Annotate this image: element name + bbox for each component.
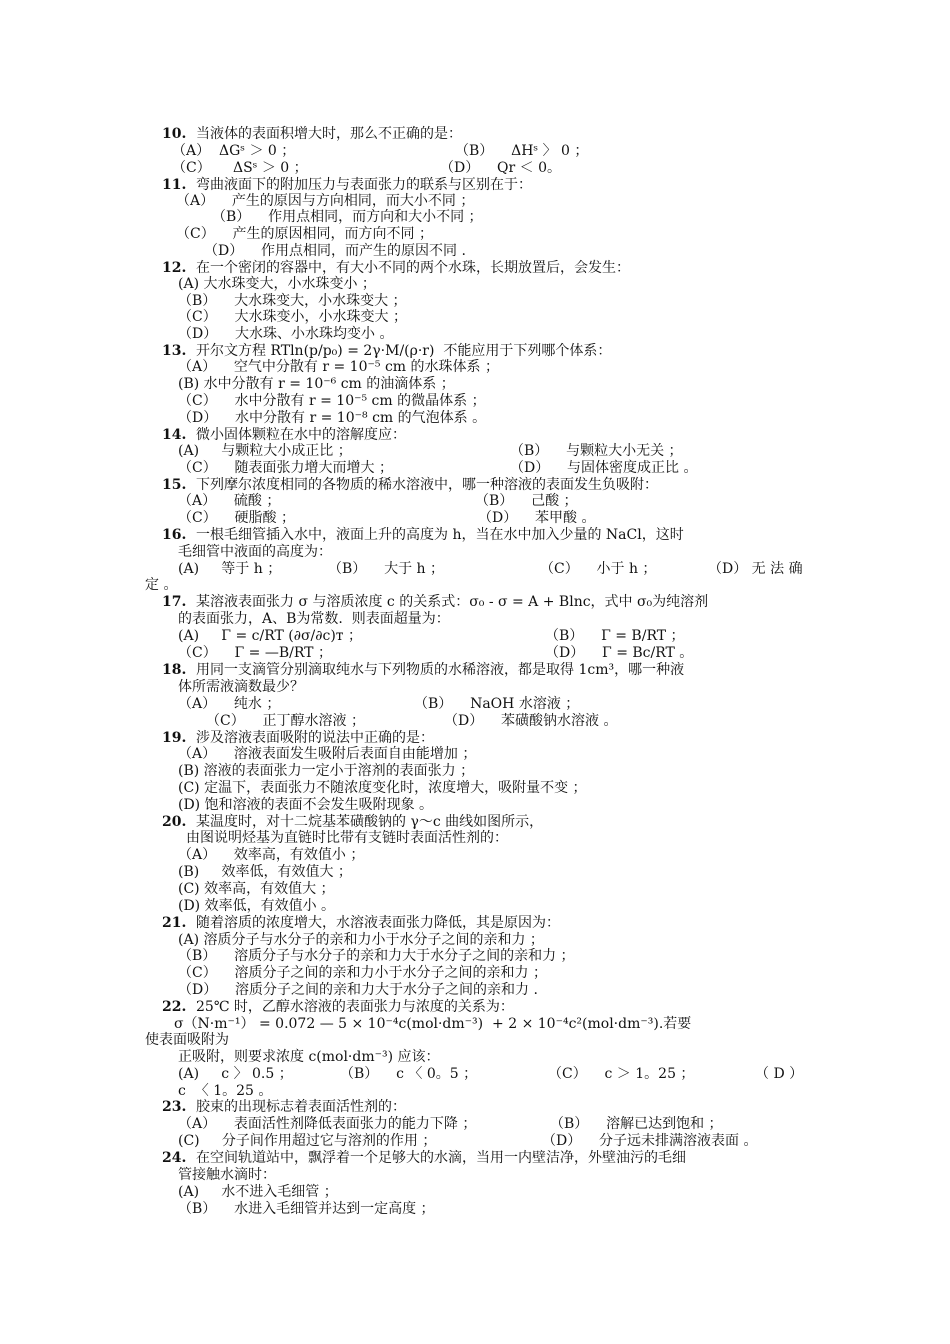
question-22-number: 22. bbox=[162, 999, 187, 1015]
question-20-stem: 某温度时，对十二烷基苯磺酸钠的 γ～c 曲线如图所示， bbox=[196, 814, 544, 830]
question-10-number: 10. bbox=[162, 126, 187, 142]
question-23-option-a: （A） 表面活性剂降低表面张力的能力下降 ； bbox=[178, 1116, 477, 1132]
question-13-option-b: (B) 水中分散有 r = 10⁻⁶ cm 的油滴体系 ； bbox=[178, 376, 455, 392]
question-16-number: 16. bbox=[162, 527, 187, 543]
question-16-stem-continued: 毛细管中液面的高度为： bbox=[178, 544, 332, 560]
question-16-option-b: （B） 大于 h ； bbox=[328, 561, 445, 577]
question-23-option-b: （B） 溶解已达到饱和 ； bbox=[550, 1116, 723, 1132]
question-22-option-b: （B） c 〈 0。5 ； bbox=[340, 1066, 478, 1082]
question-23-option-d: （D） 分子远未排满溶液表面 。 bbox=[542, 1133, 758, 1149]
question-15-stem: 下列摩尔浓度相同的各物质的稀水溶液中，哪一种溶液的表面发生负吸附： bbox=[196, 477, 658, 493]
question-14-option-d: （D） 与固体密度成正比 。 bbox=[510, 460, 698, 476]
question-23-number: 23. bbox=[162, 1099, 187, 1115]
question-21-option-b: （B） 溶质分子与水分子的亲和力大于水分子之间的亲和力 ； bbox=[178, 948, 575, 964]
question-18-stem: 用同一支滴管分别滴取纯水与下列物质的水稀溶液，都是取得 1cm³，哪一种液 bbox=[196, 662, 685, 678]
question-15-option-d: （D） 苯甲酸 。 bbox=[478, 510, 596, 526]
question-17-stem: 某溶液表面张力 σ 与溶质浓度 c 的关系式：σ₀ - σ = A + Blnc，式中 σ₀为纯溶剂 bbox=[196, 594, 709, 610]
question-15-option-b: （B） 己酸 ； bbox=[475, 493, 578, 509]
question-12-option-c: （C） 大水珠变小，小水珠变大 ； bbox=[178, 309, 407, 325]
question-14-option-c: （C） 随表面张力增大而增大 ； bbox=[178, 460, 393, 476]
question-24-stem: 在空间轨道站中，飘浮着一个足够大的水滴，当用一内壁洁净，外壁油污的毛细 bbox=[196, 1150, 686, 1166]
question-12-option-b: （B） 大水珠变大，小水珠变大 ； bbox=[178, 293, 407, 309]
question-15-option-a: （A） 硫酸 ； bbox=[178, 493, 281, 509]
question-10-option-a: （A） ΔGˢ ＞ 0 ； bbox=[172, 143, 296, 159]
question-22-stem-continued: 使表面吸附为 bbox=[145, 1032, 229, 1048]
question-19-stem: 涉及溶液表面吸附的说法中正确的是： bbox=[196, 730, 434, 746]
question-13-option-c: （C） 水中分散有 r = 10⁻⁵ cm 的微晶体系 ； bbox=[178, 393, 486, 409]
question-13-stem: 开尔文方程 RTln(p/p₀) = 2γ·M/(ρ·r) 不能应用于下列哪个体系： bbox=[196, 343, 612, 359]
question-22-option-a: (A) c 〉 0.5 ； bbox=[178, 1066, 293, 1082]
question-22-option-c: （C） c ＞ 1。25 ； bbox=[548, 1066, 695, 1082]
question-11-option-b: （B） 作用点相同，而方向和大小不同 ； bbox=[212, 209, 483, 225]
question-14-number: 14. bbox=[162, 427, 187, 443]
question-18-stem-continued: 体所需液滴数最少？ bbox=[178, 679, 304, 695]
question-12-stem: 在一个密闭的容器中，有大小不同的两个水珠，长期放置后，会发生： bbox=[196, 260, 630, 276]
question-16-option-d: （D） 无 法 确 bbox=[708, 561, 803, 577]
question-14-stem: 微小固体颗粒在水中的溶解度应： bbox=[196, 427, 406, 443]
question-18-option-d: （D） 苯磺酸钠水溶液 。 bbox=[444, 713, 618, 729]
question-16-option-d-tail: 定 。 bbox=[145, 577, 178, 593]
question-22-stem: 25℃ 时，乙醇水溶液的表面张力与浓度的关系为： bbox=[196, 999, 514, 1015]
question-23-option-c: (C) 分子间作用超过它与溶剂的作用 ； bbox=[178, 1133, 437, 1149]
question-10-stem: 当液体的表面积增大时，那么不正确的是： bbox=[196, 126, 462, 142]
question-13-option-a: （A） 空气中分散有 r = 10⁻⁵ cm 的水珠体系 ； bbox=[178, 359, 499, 375]
question-19-option-a: （A） 溶液表面发生吸附后表面自由能增加 ； bbox=[178, 746, 477, 762]
question-21-number: 21. bbox=[162, 915, 187, 931]
question-16-option-c: （C） 小于 h ； bbox=[540, 561, 657, 577]
question-22-option-d: （ D ） bbox=[755, 1066, 804, 1082]
question-11-stem: 弯曲液面下的附加压力与表面张力的联系与区别在于： bbox=[196, 177, 532, 193]
question-20-number: 20. bbox=[162, 814, 187, 830]
question-18-option-c: （C） 正丁醇水溶液 ； bbox=[206, 713, 365, 729]
question-12-option-d: （D） 大水珠、小水珠均变小 。 bbox=[178, 326, 394, 342]
question-17-option-d: （D） Γ = Bc/RT 。 bbox=[545, 645, 694, 661]
question-20-option-c: (C) 效率高，有效值大 ； bbox=[178, 881, 335, 897]
question-12-number: 12. bbox=[162, 260, 187, 276]
question-22-option-d-tail: c 〈 1。25 。 bbox=[178, 1083, 273, 1099]
question-11-option-a: （A） 产生的原因与方向相同，而大小不同 ； bbox=[176, 193, 475, 209]
question-10-option-d: （D） Qr ＜ 0。 bbox=[440, 160, 562, 176]
question-17-option-a: (A) Γ = c/RT (∂σ/∂c)ᴛ ； bbox=[178, 628, 362, 644]
question-24-option-a: (A) 水不进入毛细管 ； bbox=[178, 1184, 338, 1200]
question-13-option-d: （D） 水中分散有 r = 10⁻⁸ cm 的气泡体系 。 bbox=[178, 410, 487, 426]
question-22-stem-condition: 正吸附，则要求浓度 c(mol·dm⁻³) 应该： bbox=[178, 1049, 440, 1065]
question-18-option-a: （A） 纯水 ； bbox=[178, 696, 281, 712]
question-17-number: 17. bbox=[162, 594, 187, 610]
question-20-option-b: (B) 效率低，有效值大 ； bbox=[178, 864, 352, 880]
question-19-option-b: (B) 溶液的表面张力一定小于溶剂的表面张力 ； bbox=[178, 763, 475, 779]
question-24-number: 24. bbox=[162, 1150, 187, 1166]
question-20-option-d: (D) 效率低，有效值小 。 bbox=[178, 898, 336, 914]
question-17-option-b: （B） Γ = B/RT ； bbox=[545, 628, 685, 644]
question-21-option-c: （C） 溶质分子之间的亲和力小于水分子之间的亲和力 ； bbox=[178, 965, 547, 981]
question-11-number: 11. bbox=[162, 177, 187, 193]
question-12-option-a: (A) 大水珠变大，小水珠变小 ； bbox=[178, 276, 376, 292]
question-17-option-c: （C） Γ = —B/RT ； bbox=[178, 645, 332, 661]
question-19-option-c: (C) 定温下，表面张力不随浓度变化时，浓度增大，吸附量不变 ； bbox=[178, 780, 587, 796]
question-10-option-b: （B） ΔHˢ 〉 0 ； bbox=[455, 143, 589, 159]
question-18-option-b: （B） NaOH 水溶液 ； bbox=[414, 696, 580, 712]
question-10-option-c: （C） ΔSˢ ＞ 0 ； bbox=[172, 160, 308, 176]
question-15-number: 15. bbox=[162, 477, 187, 493]
question-21-option-d: （D） 溶质分子之间的亲和力大于水分子之间的亲和力 . bbox=[178, 982, 538, 998]
question-21-option-a: (A) 溶质分子与水分子的亲和力小于水分子之间的亲和力 ； bbox=[178, 932, 544, 948]
question-11-option-c: （C） 产生的原因相同，而方向不同 ； bbox=[176, 226, 433, 242]
question-16-stem: 一根毛细管插入水中，液面上升的高度为 h，当在水中加入少量的 NaCl，这时 bbox=[196, 527, 684, 543]
question-23-stem: 胶束的出现标志着表面活性剂的： bbox=[196, 1099, 406, 1115]
question-19-number: 19. bbox=[162, 730, 187, 746]
question-20-stem-continued: 由图说明烃基为直链时比带有支链时表面活性剂的： bbox=[186, 830, 508, 846]
question-22-equation: σ（N·m⁻¹） = 0.072 — 5 × 10⁻⁴c(mol·dm⁻³) + 2 × 10⁻⁴c²(mol·dm⁻³).若要 bbox=[174, 1016, 692, 1032]
question-24-stem-continued: 管接触水滴时： bbox=[178, 1167, 276, 1183]
question-18-number: 18. bbox=[162, 662, 187, 678]
question-11-option-d: （D） 作用点相同，而产生的原因不同 . bbox=[204, 243, 466, 259]
question-20-option-a: （A） 效率高，有效值小 ； bbox=[178, 847, 365, 863]
question-21-stem: 随着溶质的浓度增大，水溶液表面张力降低，其是原因为： bbox=[196, 915, 560, 931]
question-17-stem-continued: 的表面张力，A、B为常数. 则表面超量为： bbox=[178, 611, 450, 627]
question-14-option-b: （B） 与颗粒大小无关 ； bbox=[510, 443, 683, 459]
question-16-option-a: (A) 等于 h ； bbox=[178, 561, 282, 577]
question-14-option-a: (A) 与颗粒大小成正比 ； bbox=[178, 443, 352, 459]
question-15-option-c: （C） 硬脂酸 ； bbox=[178, 510, 295, 526]
question-19-option-d: (D) 饱和溶液的表面不会发生吸附现象 。 bbox=[178, 797, 434, 813]
question-24-option-b: （B） 水进入毛细管并达到一定高度 ； bbox=[178, 1201, 435, 1217]
question-13-number: 13. bbox=[162, 343, 187, 359]
